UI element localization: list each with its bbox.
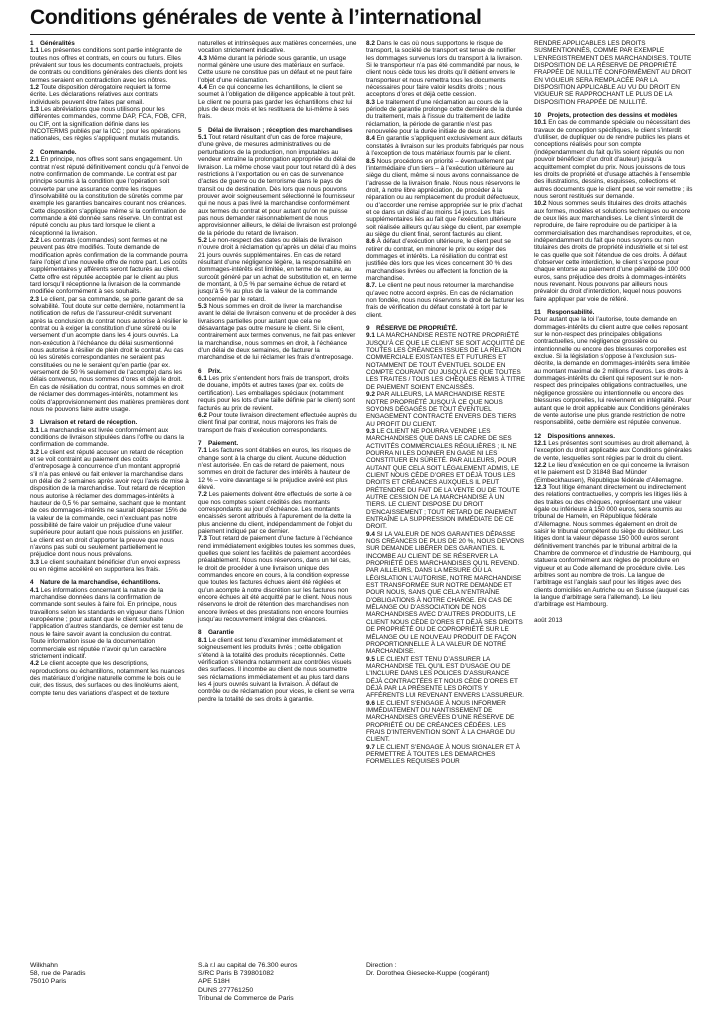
clause-paragraph: 7.1 Les factures sont établies en euros, les risques de change sont à la charge du client. Aucune déduction n’est autorisée. En cas de retard de paiement, nous sommes en droit de facturer des intérêts à hauteur de 12 % – voire davantage si le préjudice avéré est plus élevé. [198, 447, 351, 491]
footer-line: S.à r.l au capital de 76.300 euros [198, 962, 298, 969]
section-heading: 11 Responsabilité. [534, 309, 595, 317]
clause-paragraph: 9.6 LE CLIENT S’ENGAGE À NOUS INFORMER IMMÉDIATEMENT DU NANTISSEMENT DE MARCHANDISES GREVÉES D’UNE RÉSERVE DE PROPRIÉTÉ OU DE CRÉANCES CÉDÉES. LES FRAIS D’INTERVENTION SONT À LA CHARGE DU CLIENT. [366, 699, 515, 744]
clause-paragraph: 8.7. Le client ne peut nous retourner la marchandise qu’avec notre accord exprès. En cas de réclamation non fondée, nous nous réservons le droit de facturer les frais de vérification du défaut constaté à tort par le client. [366, 282, 525, 319]
clause-paragraph: 2.2 Les contrats (commandes) sont fermes et ne peuvent pas être modifiés. Toute demande de modification après confirmation de la commande pourra faire l’objet d’une nouvelle offre de notre part. Les coûts supplémentaires y afférents seront facturés au client. Cette offre est réputée acceptée par le client au plus tard lorsqu’il réceptionne la livraison de la commande modifiée conformément à ses souhaits. [30, 236, 188, 296]
footer-line: Dr. Dorothea Giesecke-Kuppe (cogérant) [366, 970, 490, 978]
clause-section [198, 629, 357, 702]
clause-paragraph: 9.3 LE CLIENT NE POURRA VENDRE LES MARCHANDISES QUE DANS LE CADRE DE SES ACTIVITÉS COMMERCIALES RÉGULIÈRES ; IL NE POURRA NI LES DONNER EN GAGE NI LES CONSTITUER EN SÛRETÉ. PAR AILLEURS, POUR AUTANT QUE CELA SOIT LÉGALEMENT ADMIS, LE CLIENT NOUS CÈDE D’ORES ET DÉJÀ TOUS LES DROITS ET CRÉANCES AUXQUELS IL PEUT PRÉTENDRE DU FAIT DE LA VENTE OU DE TOUTE AUTRE CESSION DE LA MARCHANDISE À UN TIERS. LE CLIENT DISPOSE DU DROIT D’ENCAISSEMENT ; TOUT RETARD DE PAIEMENT ENTRAÎNE LA SUPPRESSION IMMÉDIATE DE CE DROIT. [366, 427, 520, 531]
footer-company-info [198, 962, 297, 1003]
column-4 [534, 40, 693, 960]
clause-section [534, 40, 693, 106]
clause-section [366, 325, 525, 766]
clause-paragraph: 9.2 PAR AILLEURS, LA MARCHANDISE RESTE NOTRE PROPRIÉTÉ JUSQU’À CE QUE NOUS SOYONS DÉGAGÉS DE TOUT ÉVENTUEL ENGAGEMENT CONTRACTÉ ENVERS DES TIERS AU PROFIT DU CLIENT. [366, 391, 517, 428]
section-heading: 10 Projets, protection des dessins et modèles [534, 112, 678, 120]
clause-paragraph: 8.4 En garantie s’appliquent exclusivement aux défauts constatés à livraison sur les produits fabriqués par nous à l’exception de tous matériaux fournis par le client. [366, 135, 524, 158]
section-heading: 2 Commande. [30, 148, 77, 156]
clause-paragraph: 12.1 Les présentes sont soumises au droit allemand, à l’exception du droit applicable aux Conditions générales de vente, lesquelles sont régies par le droit du client. [534, 439, 692, 462]
clause-paragraph: 5.3 Nous sommes en droit de livrer la marchandise avant le délai de livraison convenu et de procéder à des livraisons partielles pour autant que cela ne désavantage pas outre mesure le client. Si le client, contrairement aux termes convenus, ne fait pas enlever la marchandise, nous sommes en droit, à l’échéance d’un délai de deux semaines, de facturer la marchandise et de lui réclamer les frais d’entreposage. [198, 303, 357, 362]
section-heading: 8 Garantie [198, 629, 234, 637]
section-heading: 9 RÉSERVE DE PROPRIÉTÉ. [366, 325, 458, 333]
footer-address [30, 962, 86, 987]
clause-paragraph: Pour autant que la loi l’autorise, toute demande en dommages-intérêts du client autre que celles reposant sur le non-respect des principales obligations contractuelles, une négligence grossière ou intentionnelle ou encore des blessures corporelles est exclue. Si la législation s’oppose à l’exclusion sus-décrite, la demande en dommages-intérêts sera limitée au montant maximal de 2 millions d’euros. Les droits à dommages-intérêts du client qui reposent sur le non-respect des principales obligations contractuelles, une négligence grossière ou intentionnelle ou encore des blessures corporelles, lui reviennent en intégralité. Pour autant que le droit applicable aux Conditions générales de vente autorise une plus grande restriction de notre responsabilité, cette dernière est réputée convenue. [534, 316, 692, 427]
clause-paragraph: 3.1 La marchandise est livrée conformément aux conditions de livraison stipulées dans l’offre ou dans la confirmation de commande. [30, 426, 185, 449]
clause-paragraph: 8.2 Dans le cas où nous supportons le risque de transport, la société de transport est tenue de notifier les dommages survenus lors du transport à la livraison. Si le transporteur n’a pas été commandité par nous, le client nous cède tous les droits qu’il détient envers le transporteur et nous remettra tous les documents nécessaires pour faire valoir lesdits droits ; nous acceptons d’ores et déjà cette cession. [366, 40, 523, 99]
clause-section [198, 368, 357, 434]
section-heading: 3 Livraison et retard de réception. [30, 419, 138, 427]
clause-paragraph: 1.1 Les présentes conditions sont partie intégrante de toutes nos offres et contrats, en cours ou futurs. Elles prévalent sur tous les documents contractuels, projets de contrats ou conditions générales des clients dont les termes seraient en contradiction avec les nôtres. [30, 47, 188, 84]
document-title: Conditions générales de vente à l’international [30, 6, 482, 29]
clause-paragraph: 4.1 Les informations concernant la nature de la marchandise données dans la confirmation de commande sont seules à faire foi. En principe, nous travaillons selon les standards en vigueur dans l’Union européenne ; pour autant que le client souhaite l’application d’autres standards, ce dernier est tenu de nous le faire savoir avant la conclusion du contrat. Toute information issue de la documentation commerciale est réputée n’avoir qu’un caractère strictement indicatif. [30, 586, 185, 660]
clause-paragraph: 12.2 Le lieu d’exécution en ce qui concerne la livraison et le paiement est D 31848 Bad Münder (Eimbeckhausen), République fédérale d’Allemagne. [534, 461, 689, 484]
clause-paragraph: 9.7 LE CLIENT S’ENGAGE À NOUS SIGNALER ET À PERMETTRE À TOUTES LES DEMARCHES FORMELLES REQUISES POUR [366, 743, 520, 766]
clause-paragraph: 8.6 À défaut d’exécution ultérieure, le client peut se retirer du contrat, en minorer le prix ou exiger des dommages et intérêts. La résiliation du contrat est justifiée dès lors que les vices concernent 30 % des marchandises livrées ou affectent la fonction de la marchandise. [366, 238, 513, 282]
section-heading: 4 Nature de la marchandise, échantillons. [30, 579, 161, 587]
section-heading: 1 Généralités [30, 40, 75, 47]
footer-line: 58, rue de Paradis [30, 970, 86, 978]
clause-section [30, 419, 189, 573]
clause-paragraph: 4.4 En ce qui concerne les échantillons, le client se soumet à l’obligation de diligence applicable à tout prêt. Le client ne pourra pas garder les échantillons chez lui plus de deux mois et les restituera de lui-même à ses frais. [198, 84, 356, 121]
clause-paragraph: 9.1 LA MARCHANDISE RESTE NOTRE PROPRIÉTÉ JUSQU’À CE QUE LE CLIENT SE SOIT ACQUITTÉ DE TOUTES LES CRÉANCES ISSUES DE LA RELATION COMMERCIALE EXISTANTES ET FUTURES ET NOTAMMENT DE TOUT ÉVENTUEL SOLDE EN COMPTE COURANT OU JUSQU’À CE QUE TOUTES LES TRAITES / TOUS LES CHÈQUES REMIS À TITRE DE PAIEMENT SOIENT ENCAISSÉS. [366, 332, 525, 391]
clause-paragraph: 10.2 Nous sommes seuls titulaires des droits attachés aux formes, modèles et solutions techniques ou encore de ceux liés aux marchandises. Le client s’interdit de reproduire, de faire reproduire ou de participer à la commercialisation des marchandises reproduites, et ce, indépendamment du fait que nous soyons ou non titulaires des droits de propriété industrielle et si tel est le cas quelle que soit l’étendue de ces droits. À défaut d’observer cette interdiction, le client s’expose pour chaque entorse au paiement d’une pénalité de 100 000 euros, sans préjudice des droits à dommages-intérêts nous revenant. Nous pouvons par ailleurs nous prévaloir du droit d’interdiction, lequel nous pouvons faire appliquer par voie de référé. [534, 200, 692, 303]
footer-direction [366, 962, 490, 978]
clause-paragraph: 6.1 Les prix s’entendent hors frais de transport, droits de douane, impôts et autres taxes (par ex. coûts de certification). Les emballages spéciaux (notamment requis pour les lots d’une taille définie par le client) sont facturés au prix de revient. [198, 375, 356, 412]
column-1 [30, 40, 189, 960]
footer-line: Tribunal de Commerce de Paris [198, 994, 294, 1002]
section-heading: 5 Délai de livraison ; réception des marchandises [198, 126, 353, 134]
footer-line: 75010 Paris [30, 978, 67, 986]
column-3 [366, 40, 525, 960]
clause-section [30, 40, 189, 143]
document-date: août 2013 [534, 616, 563, 624]
clause-section [366, 40, 525, 319]
clause-section [198, 127, 357, 362]
clause-paragraph: 2.1 En principe, nos offres sont sans engagement. Un contrat n’est réputé définitivement conclu qu’à l’envoi de notre confirmation de commande. Le contrat est par principe soumis à la condition que l’opération soit couverte par une assurance contre les risques d’insolvabilité ou la constitution de sûretés comme par exemple les garanties bancaires courant nos créances. Cette disposition s’applique même si la confirmation de commande a été donnée sans réserve. Un contrat est réputé conclu au plus tard lorsque le client a réceptionné la livraison. [30, 156, 189, 237]
clause-section [534, 433, 693, 609]
footer-line: S/RC Paris B 739801082 [198, 970, 274, 978]
clause-paragraph: RENDRE APPLICABLES LES DROITS SUSMENTIONNÉS, COMME PAR EXEMPLE L’ENREGISTREMENT DES MARCHANDISES. TOUTE DISPOSITION DE LA RÉSERVE DE PROPRIÉTÉ FRAPPÉE DE NULLITÉ CONFORMÉMENT AU DROIT EN VIGUEUR SERA REMPLACÉE PAR LA DISPOSITION APPLICABLE AU VU DU DROIT EN VIGUEUR SE RAPPROCHANT LE PLUS DE LA DISPOSITION FRAPPÉE DE NULLITÉ. [534, 40, 692, 106]
clause-paragraph: 10.1 En cas de commande spéciale ou nécessitant des travaux de conception spécifiques, le client s’interdit d’utiliser, de dupliquer ou de rendre publics les plans et conceptions réalisés pour son compte (indépendamment du fait qu’ils soient réputés ou non pouvoir bénéficier d’un droit d’auteur) jusqu’à acquittement complet du prix. Nous jouissons de tous les droits de propriété et d’usage attachés à l’ensemble des illustrations, dessins, esquisses, collections et autres documents que le client peut se voir remettre ; ils nous seront restitués sur demande. [534, 119, 693, 200]
clause-paragraph: 1.3 Les abréviations que nous utilisons pour les différentes commandes, comme DAP, FCA, FOB, CFR, ou CIF, ont la signification définie dans les INCOTERMS publiés par la ICC ; pour les opérations nationales, ces règles s’appliquent mutatis mutandis. [30, 106, 187, 143]
clause-section [198, 40, 357, 121]
clause-section [30, 579, 189, 697]
footer-line: DUNS 277761250 [198, 986, 254, 994]
clause-paragraph: 8.1 Le client est tenu d’examiner immédiatement et soigneusement les produits livrés ; cette obligation s’étend à la totalité des produits réceptionnés. Cette vérification s’étendra notamment aux contrôles visuels des surfaces. Il incombe au client de nous soumettre ses réclamations immédiatement et au plus tard dans les 4 jours ouvrés suivant la livraison. À défaut de contrôle ou de réclamation pour vices, le client se verra perdre la totalité de ses droits à garantie. [198, 636, 355, 703]
clause-section [30, 149, 189, 413]
title-rule [30, 34, 695, 35]
clause-paragraph: 3.2 Le client est réputé accuser un retard de réception et se voit contraint au paiement des coûts d’entreposage à concurrence d’un montant approprié s’il n’a pas enlevé ou fait enlever la marchandise dans un délai de 2 semaines après avoir reçu l’avis de mise à disposition de la marchandise. Tout retard de réception nous autorise à réclamer des dommages-intérêts à hauteur de 0,5 % par semaine, sachant que le montant de ces dommages-intérêts ne saurait dépasser 15% de la valeur de la commande, ceci n’excluant pas notre possibilité de faire valoir un préjudice d’une valeur supérieure pour autant que nous puissions en justifier. Le client est en droit d’apporter la preuve que nous n’avons pas subi ou seulement partiellement le préjudice dont nous nous prévalons. [30, 448, 189, 559]
section-heading: 6 Prix. [198, 367, 222, 375]
clause-paragraph: 8.5 Nous procédons en priorité – éventuellement par l’intermédiaire d’un tiers – à l’exécution ultérieure au siège du client, même si nous avons connaissance de l’adresse de la livraison finale. Nous nous réservons le droit, à notre libre appréciation, de procéder à la réparation ou au remplacement du produit défectueux, ou d’accorder une remise appropriée sur le prix d’achat et ce dans un délai d’au moins 14 jours. Les frais supplémentaires liés au fait que l’exécution ultérieure soit réalisée ailleurs qu’au siège du client, par exemple au siège du client final, seront facturés au client. [366, 157, 523, 238]
section-heading: 12 Dispositions annexes. [534, 432, 615, 440]
clause-paragraph: 1.2 Toute disposition dérogatoire requiert la forme écrite. Les déclarations relatives aux contrats individuels peuvent être faites par email. [30, 84, 171, 106]
clause-paragraph: 7.2 Les paiements doivent être effectués de sorte à ce que nos comptes soient crédités des montants correspondants au jour d’échéance. Les montants encaissés seront attribués à l’apurement de la dette la plus ancienne du client, indépendamment de l’objet du paiement indiqué par ce dernier. [198, 491, 353, 535]
clause-paragraph: 9.5 LE CLIENT EST TENU D’ASSURER LA MARCHANDISE TEL QU’IL EST D’USAGE OU DE L’INCLURE DANS LES POLICES D’ASSURANCE DÉJÀ CONTRACTÉES ET NOUS CÈDE D’ORES ET DÉJÀ PAR LA PRÉSENTE LES DROITS Y AFFÉRENTS LUI REVENANT ENVERS L’ASSUREUR. [366, 655, 524, 700]
clause-paragraph: 5.1 Tout retard résultant d’un cas de force majeure, d’une grève, de mesures administratives ou de perturbations de la production, non imputables au vendeur entraîne la prolongation appropriée du délai de livraison. La même chose vaut pour tout retard dû à des restrictions à l’exportation ou en cas de survenance d’actes de guerre ou de terrorisme dans le pays de transit ou de destination. Dès lors que nous pouvons prouver avoir soigneusement sélectionné le fournisseur qui ne nous a pas livré la marchandise conformément aux termes du contrat et pour autant qu’on ne puisse pas nous demander raisonnablement de nous approvisionner ailleurs, le délai de livraison est prolongé de la période du retard de livraison. [198, 134, 357, 237]
clause-paragraph: 2.3 Le client, par sa commande, se porte garant de sa solvabilité. Tout doute sur cette dernière, notamment la notification de refus de l’assureur-crédit survenant après la conclusion du contrat nous autorise à résilier le contrat ou à exiger la constitution d’une sûreté ou le versement d’un acompte dans les 4 jours ouvrés. La non-exécution à l’échéance du délai susmentionné nous autorise à résilier de plein droit le contrat. Au cas où les sûretés correspondantes ne seraient pas constituées ou ne le seraient qu’en partie (par ex. versement de 50 % seulement de l’acompte) dans les délais convenus, nous sommes d’ores et déjà le droit. En cas de résiliation du contrat, nous sommes en droit de réclamer des dommages-intérêts, notamment les coûts d’approvisionnement des matières premières dont nous ne pouvons faire autre usage. [30, 295, 189, 413]
clause-paragraph: 4.3 Même durant la période sous garantie, un usage normal génère une usure des matériaux en surface. Cette usure ne constitue pas un défaut et ne peut faire l’objet d’une réclamation. [198, 54, 353, 84]
clause-paragraph: 6.2 Pour toute livraison directement effectuée auprès du client final par contrat, nous majorons les frais de transport de frais d’exécution correspondants. [198, 411, 357, 434]
footer-line: APE 518H [198, 978, 230, 986]
clause-paragraph: 8.3 Le traitement d’une réclamation au cours de la période de garantie prolonge cette dernière de la durée du traitement, mais à l’issue du traitement de ladite réclamation, la période de garantie n’est pas renouvelée pour la durée initiale de deux ans. [366, 98, 523, 136]
clause-paragraph: 3.3 Le client souhaitant bénéficier d’un envoi express ou en régime accéléré en supportera les frais. [30, 558, 181, 574]
clause-paragraph: 4.2 Le client accepte que les descriptions, reproductions ou échantillons, notamment les nuances des matériaux d’origine naturelle comme le bois ou le cuir, des tissus, des surfaces ou des linoléums aient, compte tenu des variations d’aspect et de texture [30, 660, 185, 697]
column-2 [198, 40, 357, 960]
clause-paragraph: 12.3 Tout litige émanant directement ou indirectement des relations contractuelles, y compris les litiges liés à des traites ou des chèques, représentant une valeur égale ou inférieure à 150 000 euros, sera soumis au tribunal de Hameln, en République fédérale d’Allemagne. Nous sommes également en droit de saisir le tribunal compétent du siège du débiteur. Les litiges dont la valeur dépasse 150 000 euros seront définitivement tranchés par le tribunal arbitral de la Chambre de commerce et d’industrie de Hambourg, qui statuera conformément aux règles de procédure en vigueur et au Code allemand de procédure civile. Les arbitres sont au nombre de trois. La langue de l’arbitrage est l’anglais sauf pour les litiges avec des clients domiciliés en Autriche ou en Suisse (auquel cas la langue d’arbitrage sera l’allemand). Le lieu d’arbitrage est Hambourg. [534, 483, 692, 609]
clause-section [198, 440, 357, 624]
section-heading: 7 Paiement. [198, 439, 239, 447]
footer-line: Direction : [366, 962, 397, 969]
clause-paragraph: 5.2 Le non-respect des dates ou délais de livraison n’ouvre droit à réclamation qu’après un délai d’au moins 21 jours ouvrés supplémentaires. En cas de retard résultant d’une négligence légère, la responsabilité en dommages-intérêts est limitée, en terme de nature, au surcoût généré par un achat de substitution et, en terme de montant, à 0,5 % par semaine échue de retard et jusqu’à 5 % au plus de la valeur de la commande concernée par le retard. [198, 236, 357, 303]
footer-line: Wilkhahn [30, 962, 58, 969]
clause-section [534, 112, 693, 303]
clause-section [534, 309, 693, 427]
clause-paragraph: 7.3 Tout retard de paiement d’une facture à l’échéance rend immédiatement exigibles toutes les sommes dues, quelles que soient les facilités de paiement accordées préalablement. Nous nous réservons, dans un tel cas, le droit de procéder à une livraison unique des commandes encore en cours, à la condition expresse que toutes les factures échues aient été réglées et qu’un acompte à notre discrétion sur les factures non encore échues ait été acquitté par le client. Nous nous réservons le droit de rétention des marchandises non encore livrées et des prestations non encore fournies jusqu’au recouvrement intégral des créances. [198, 535, 356, 624]
clause-paragraph: 9.4 SI LA VALEUR DE NOS GARANTIES DÉPASSE NOS CRÉANCES DE PLUS DE 20 %, NOUS DEVONS SUR DEMANDE LIBÉRER DES GARANTIES. IL INCOMBE AU CLIENT DE SE RÉSERVER LA PROPRIÉTÉ DES MARCHANDISES QU’IL REVEND. PAR AILLEURS, DANS LA MESURE OÙ LA LÉGISLATION L’AUTORISE, NOTRE MARCHANDISE EST TRANSFORMÉE SUR NOTRE DEMANDE ET POUR NOUS, SANS QUE CELA N’ENTRAÎNE D’OBLIGATIONS À NOTRE CHARGE. EN CAS DE MÉLANGE OU D’ASSOCIATION DE NOS MARCHANDISES AVEC D’AUTRES PRODUITS, LE CLIENT NOUS CÈDE D’ORES ET DÉJÀ SES DROITS DE PROPRIÉTÉ OU DE COPROPRIÉTÉ SUR LE MÉLANGE OU LE NOUVEAU PRODUIT DE FAÇON PROPORTIONNELLE À LA VALEUR DE NOTRE MARCHANDISE. [366, 530, 525, 656]
clause-paragraph: naturelles et intrinsèques aux matières concernées, une vocation strictement indicative. [198, 40, 357, 55]
